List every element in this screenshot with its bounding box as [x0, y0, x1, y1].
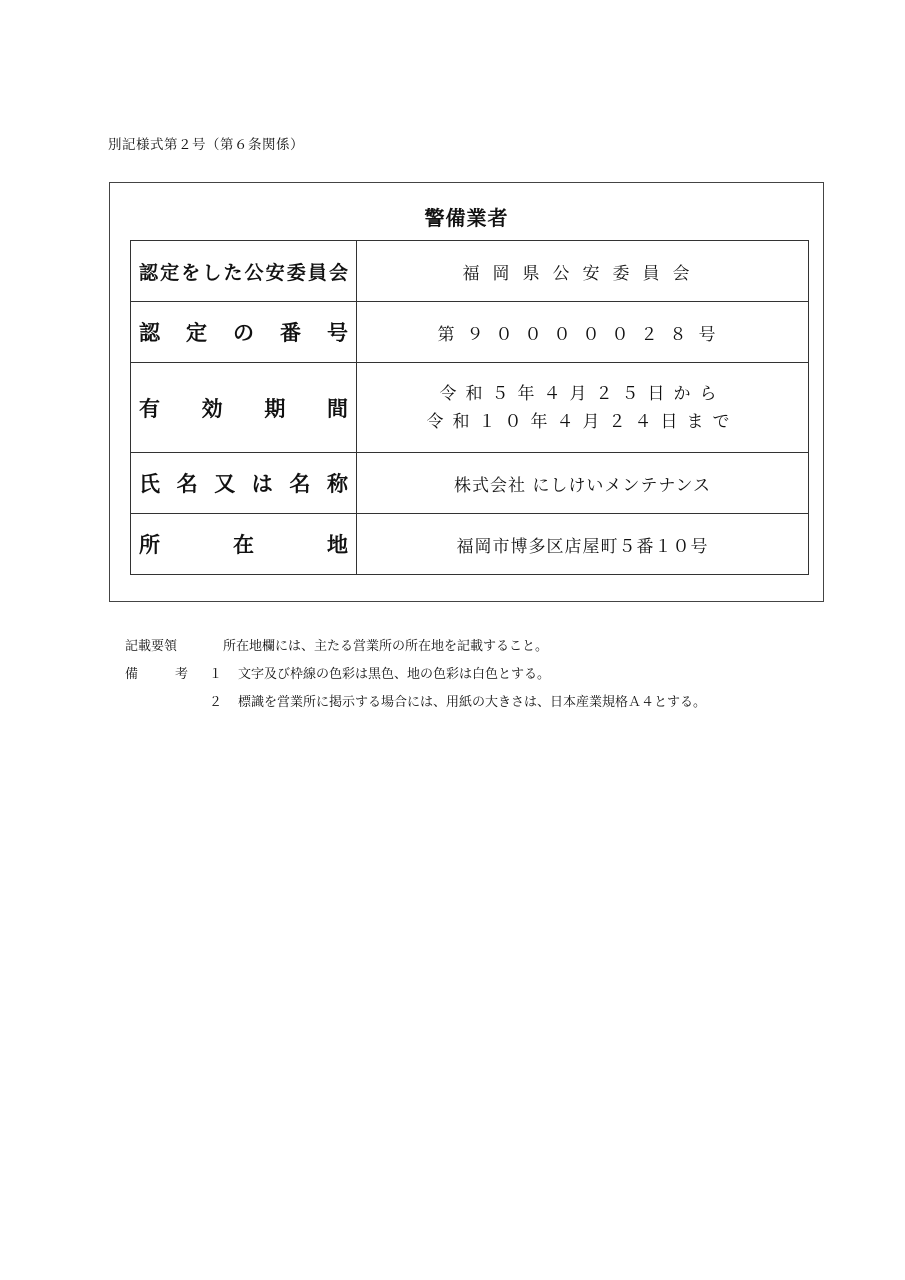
- value-cell: [357, 514, 809, 575]
- instructions-text: 所在地欄には、主たる営業所の所在地を記載すること。: [223, 639, 549, 654]
- label-cell: [131, 241, 357, 302]
- row-value-commission: 福岡県公安委員会: [462, 263, 703, 284]
- value-cell: [357, 363, 809, 453]
- table-row: [131, 363, 809, 453]
- row-value-validity-end: 令和１０年４月２４日まで: [426, 411, 739, 432]
- sign-title: 警備業者: [424, 206, 509, 230]
- value-cell: [357, 302, 809, 363]
- row-label-certification-number: 認定の番号: [139, 321, 348, 345]
- table-row: [131, 302, 809, 363]
- remark-number: ２: [209, 695, 223, 710]
- remark-text: 文字及び枠線の色彩は黒色、地の色彩は白色とする。: [238, 667, 551, 682]
- row-value-certification-number: 第９０００００２８号: [437, 324, 728, 345]
- label-cell: [131, 302, 357, 363]
- label-cell: [131, 514, 357, 575]
- remarks-heading-2: 考: [175, 667, 189, 682]
- sign-table: [130, 240, 809, 575]
- label-cell: [131, 363, 357, 453]
- remarks-heading-1: 備: [125, 667, 139, 682]
- table-row: [131, 241, 809, 302]
- remark-text: 標識を営業所に掲示する場合には、用紙の大きさは、日本産業規格Ａ４とする。: [238, 695, 707, 710]
- instructions-heading: 記載要領: [125, 639, 178, 654]
- table-row: [131, 453, 809, 514]
- row-label-name: 氏名又は名称: [139, 472, 348, 496]
- sign-frame: [109, 182, 824, 602]
- table-row: [131, 514, 809, 575]
- remark-number: １: [209, 667, 223, 682]
- row-value-address: 福岡市博多区店屋町５番１０号: [456, 536, 709, 557]
- form-reference: 別記様式第２号（第６条関係）: [108, 137, 304, 153]
- row-label-address: 所在地: [139, 533, 348, 557]
- row-label-commission: 認定をした公安委員会: [139, 261, 348, 284]
- label-cell: [131, 453, 357, 514]
- row-label-validity-period: 有効期間: [139, 396, 348, 421]
- value-cell: [357, 453, 809, 514]
- row-value-name: 株式会社 にしけいメンテナンス: [453, 475, 712, 496]
- value-cell: [357, 241, 809, 302]
- row-value-validity-start: 令和５年４月２５日から: [439, 383, 726, 404]
